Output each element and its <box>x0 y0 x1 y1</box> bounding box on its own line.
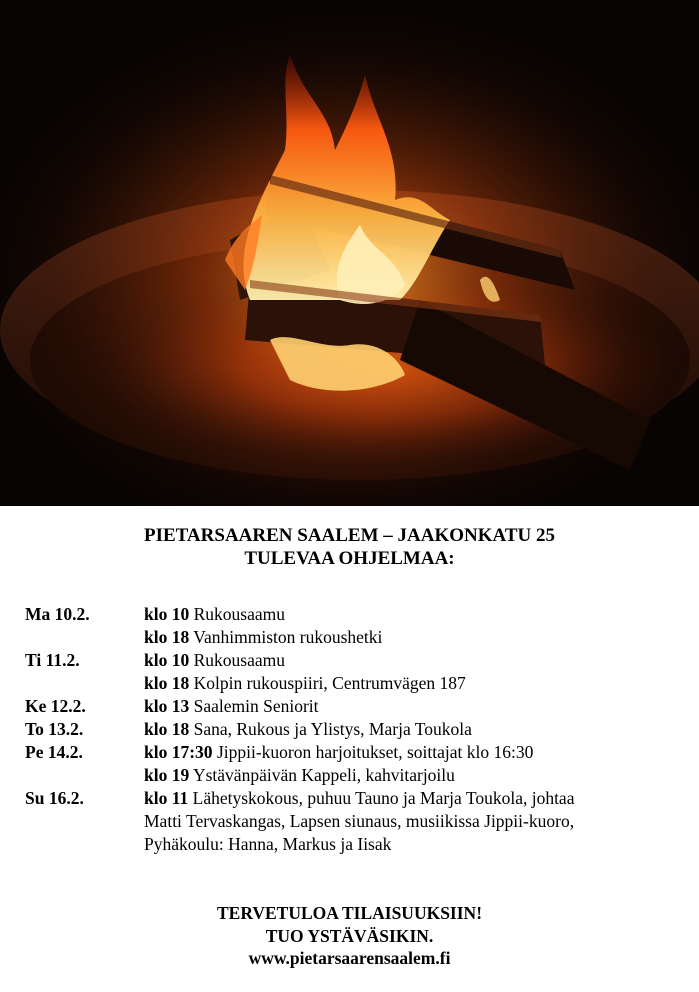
schedule-entry <box>144 695 319 718</box>
schedule-entry <box>144 672 466 695</box>
schedule-description: Lähetyskokous, puhuu Tauno ja Marja Toukola, johtaa <box>192 788 575 808</box>
schedule-entry <box>144 626 382 649</box>
schedule-time: klo 18 <box>144 673 190 693</box>
schedule-row <box>25 649 685 672</box>
schedule-row <box>25 718 685 741</box>
schedule-time: klo 13 <box>144 696 190 716</box>
schedule-entry <box>144 787 574 810</box>
schedule-row <box>25 672 685 695</box>
schedule-entry <box>144 764 455 787</box>
schedule-description: Saalemin Seniorit <box>193 696 319 716</box>
schedule-day: Ma 10.2. <box>25 604 90 624</box>
schedule-continuation-text: Pyhäkoulu: Hanna, Markus ja Iisak <box>144 834 392 854</box>
schedule-continuation-line <box>25 810 685 833</box>
schedule-row <box>25 787 685 810</box>
schedule-time: klo 19 <box>144 765 190 785</box>
schedule-day: To 13.2. <box>25 719 84 739</box>
schedule-time: klo 11 <box>144 788 189 808</box>
bring-friend-text: TUO YSTÄVÄSIKIN. <box>265 926 434 946</box>
schedule-description: Sana, Rukous ja Ylistys, Marja Toukola <box>193 719 472 739</box>
schedule-time: klo 17:30 <box>144 742 213 762</box>
schedule-description: Ystävänpäivän Kappeli, kahvitarjoilu <box>192 765 455 785</box>
schedule-description: Jippii-kuoron harjoitukset, soittajat klo 16:30 <box>216 742 534 762</box>
schedule-entry <box>144 718 472 741</box>
schedule-row <box>25 695 685 718</box>
schedule-description: Kolpin rukouspiiri, Centrumvägen 187 <box>193 673 466 693</box>
website-link[interactable]: www.pietarsaarensaalem.fi <box>248 948 451 968</box>
schedule-row <box>25 741 685 764</box>
schedule-continuation-text: Matti Tervaskangas, Lapsen siunaus, musiikissa Jippii-kuoro, <box>144 811 575 831</box>
schedule-day: Ti 11.2. <box>25 650 80 670</box>
schedule-time: klo 10 <box>144 604 190 624</box>
schedule-description: Rukousaamu <box>193 650 285 670</box>
welcome-text: TERVETULOA TILAISUUKSIIN! <box>216 903 483 923</box>
schedule-continuation-line <box>25 833 685 856</box>
poster-title-line-1: PIETARSAAREN SAALEM – JAAKONKATU 25 <box>144 525 555 546</box>
schedule-row <box>25 626 685 649</box>
schedule-entry <box>144 649 285 672</box>
schedule-time: klo 18 <box>144 719 190 739</box>
schedule-entry <box>144 741 533 764</box>
schedule-row <box>25 764 685 787</box>
schedule-description: Vanhimmiston rukoushetki <box>193 627 383 647</box>
schedule-day: Pe 14.2. <box>25 742 83 762</box>
schedule-entry <box>144 603 285 626</box>
schedule-time: klo 18 <box>144 627 190 647</box>
schedule-description: Rukousaamu <box>193 604 285 624</box>
event-schedule <box>25 603 685 856</box>
poster-title-line-2: TULEVAA OHJELMAA: <box>244 548 455 569</box>
schedule-day: Su 16.2. <box>25 788 84 808</box>
schedule-row <box>25 603 685 626</box>
schedule-day: Ke 12.2. <box>25 696 86 716</box>
schedule-time: klo 10 <box>144 650 190 670</box>
